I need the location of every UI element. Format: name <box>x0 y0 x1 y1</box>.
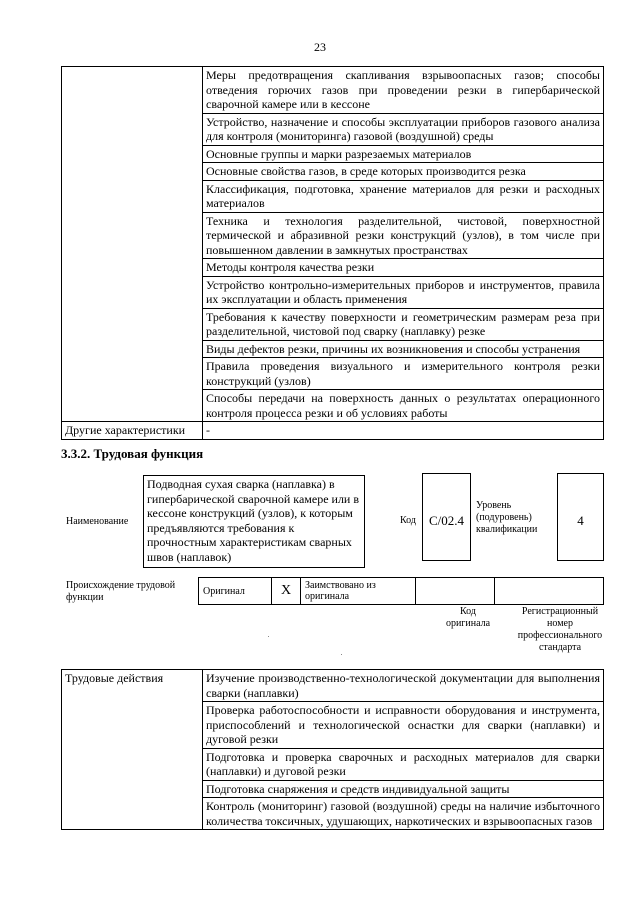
table-cell: Методы контроля качества резки <box>203 259 604 277</box>
labour-actions-table <box>61 669 604 830</box>
knowledge-table <box>61 66 604 440</box>
section-title: 3.3.2. Трудовая функция <box>61 446 204 461</box>
level-label-line: квалификации <box>476 524 538 535</box>
reg-label-line: стандарта <box>538 642 582 653</box>
table-cell: Проверка работоспособности и исправности оборудования и инструмента, приспособлений и технологической оснастки для сварки (наплавки) и дуговой резки <box>203 702 604 749</box>
other-characteristics-value: - <box>203 422 604 440</box>
function-name-box: Подводная сухая сварка (наплавка) в гипербарической сварочной камере или в кессоне конструкций (узлов), к которым предъявляются требования к прочностным характеристикам сварных швов (наплавок) <box>143 475 365 568</box>
other-characteristics-label: Другие характеристики <box>62 422 203 440</box>
function-code-box: C/02.4 <box>422 473 471 561</box>
original-label: Оригинал <box>199 578 272 605</box>
borrowed-label <box>301 578 416 605</box>
name-label: Наименование <box>66 516 129 527</box>
code-original-cell <box>416 578 495 605</box>
empty-label-cell <box>62 67 203 422</box>
borrowed-label-line: оригинала <box>305 591 350 602</box>
reg-number-cell <box>495 578 604 605</box>
origin-label-line: функции <box>66 592 104 603</box>
reg-number-label <box>512 606 608 654</box>
borrowed-label-line: Заимствовано из <box>305 580 376 591</box>
original-mark: X <box>272 578 301 605</box>
table-cell: Подготовка снаряжения и средств индивидуальной защиты <box>203 780 604 798</box>
origin-label <box>66 580 175 604</box>
table-cell: Контроль (мониторинг) газовой (воздушной) среды на наличие избыточного количества токсичных, удушающих, наркотических и взрывоопасных газов <box>203 798 604 830</box>
table-cell: Виды дефектов резки, причины их возникновения и способы устранения <box>203 340 604 358</box>
table-cell: Классификация, подготовка, хранение материалов для резки и расходных материалов <box>203 180 604 212</box>
table-cell: Устройство контрольно-измерительных приборов и инструментов, правила их эксплуатации и область применения <box>203 276 604 308</box>
scan-speck <box>341 654 342 655</box>
level-label-line: (подуровень) <box>476 512 532 523</box>
table-row <box>199 578 604 605</box>
code-label: Код <box>400 515 416 526</box>
page-number: 23 <box>314 40 326 54</box>
origin-label-line: Происхождение трудовой <box>66 580 176 591</box>
table-cell: Меры предотвращения скапливания взрывоопасных газов; способы отведения горючих газов при проведении резки в гипербарической сварочной камере или в кессоне <box>203 67 604 114</box>
table-row <box>62 422 604 440</box>
scan-speck <box>268 636 269 637</box>
qualification-level-label <box>476 500 537 536</box>
qualification-level-box: 4 <box>557 473 604 561</box>
table-cell: Изучение производственно-технологической документации для выполнения сварки (наплавки) <box>203 670 604 702</box>
table-row <box>62 670 604 702</box>
origin-table <box>198 577 604 605</box>
table-row <box>62 67 604 114</box>
table-cell: Техника и технология разделительной, чистовой, поверхностной термической и абразивной резки конструкций (узлов), в том числе при повышенном давлении в замкнутых пространствах <box>203 212 604 259</box>
reg-label-line: номер <box>547 618 573 629</box>
code-original-label: Код оригинала <box>445 606 491 629</box>
table-cell: Основные группы и марки разрезаемых материалов <box>203 145 604 163</box>
table-cell: Правила проведения визуального и измерительного контроля резки конструкций (узлов) <box>203 358 604 390</box>
table-cell: Требования к качеству поверхности и геометрическим размерам реза при разделительной, чистовой под сварку (наплавку) резке <box>203 308 604 340</box>
reg-label-line: профессионального <box>517 630 603 641</box>
table-cell: Способы передачи на поверхность данных о результатах операционного контроля процесса резки и об условиях работы <box>203 390 604 422</box>
table-cell: Устройство, назначение и способы эксплуатации приборов газового анализа для контроля (мониторинга) газовой (воздушной) среды <box>203 113 604 145</box>
table-cell: Основные свойства газов, в среде которых производится резка <box>203 163 604 181</box>
level-label-line: Уровень <box>476 500 512 511</box>
reg-label-line: Регистрационный <box>521 606 599 617</box>
labour-actions-label: Трудовые действия <box>62 670 203 830</box>
table-cell: Подготовка и проверка сварочных и расходных материалов для сварки (наплавки) и дуговой резки <box>203 748 604 780</box>
